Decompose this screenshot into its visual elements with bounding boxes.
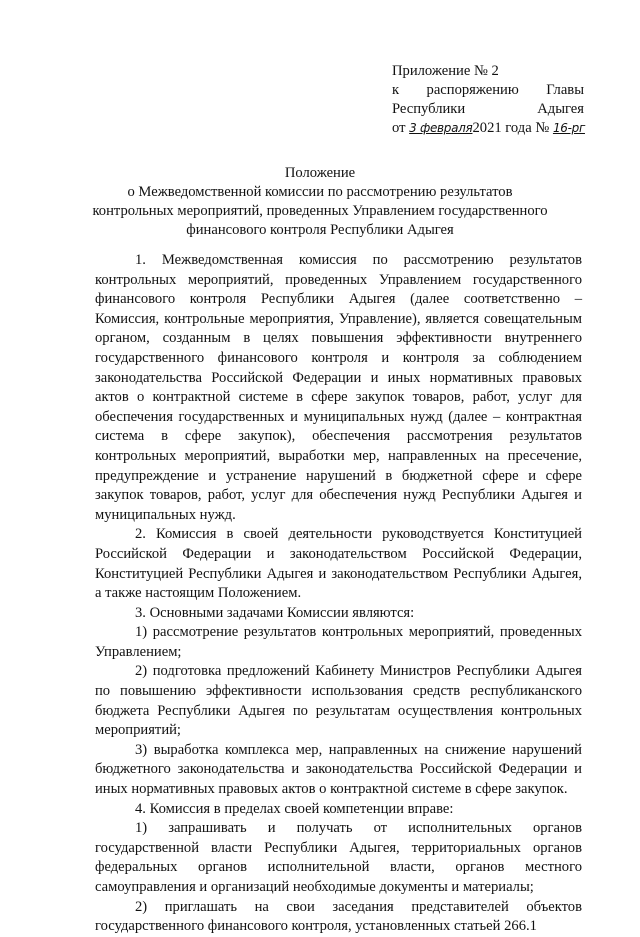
paragraph: 1) запрашивать и получать от исполнительных органов государственной власти Республики Адыгея, территориальных органов федеральных органов исполнительной власти, органов местного самоуправления и организаций необходимые документы и материалы; — [95, 820, 582, 895]
annex-word-k: к — [392, 82, 400, 98]
paragraph: 1. Межведомственная комиссия по рассмотрению результатов контрольных мероприятий, проведенных Управлением государственного финансового контроля Республики Адыгея (далее соответственно – Комиссия, контрольные мероприятия, Управление), является совещательным органом, созданным в целях повышения эффективности внутреннего государственного финансового контроля и контроля за соблюдением законодательства Российской Федерации и иных нормативных правовых актов о контрактной системе в сфере закупок товаров, работ, услуг для обеспечения государственных и муниципальных нужд (далее – контрактная система в сфере закупок), обеспечения рассмотрения результатов контрольных мероприятий, выработки мер, направленных на пресечение, предупреждение и устранение нарушений в бюджетной сфере и сфере закупок товаров, работ, услуг для обеспечения нужд Республики Адыгея и муниципальных нужд. — [95, 252, 582, 523]
annex-date-prefix: от — [392, 120, 406, 136]
annex-line-order — [392, 81, 584, 100]
paragraph: 4. Комиссия в пределах своей компетенции вправе: — [135, 800, 454, 817]
paragraph: 2) подготовка предложений Кабинету Министров Республики Адыгея по повышению эффективности использования средств республиканского бюджета Республики Адыгея по результатам осуществления контрольных мероприятий; — [95, 663, 582, 739]
paragraph: 3) выработка комплекса мер, направленных на снижение нарушений бюджетного законодательства и законодательства Российской Федерации и иных нормативных правовых актов о контрактной системе в сфере закупок. — [95, 741, 582, 798]
annex-word-order: распоряжению — [426, 82, 519, 98]
document-subtitle-line-2: контрольных мероприятий, проведенных Управлением государственного — [92, 203, 548, 219]
paragraph: 2) приглашать на свои заседания представителей объектов государственного финансового контроля, установленных статьей 266.1 — [95, 898, 582, 935]
annex-line-date — [392, 119, 584, 138]
annex-word-republic: Республики — [392, 101, 466, 117]
annex-number-handwritten: 16-рг — [552, 121, 585, 135]
document-heading: Положение — [284, 165, 356, 181]
annex-word-adygea: Адыгея — [537, 101, 584, 117]
annex-year-text: 2021 года № — [472, 120, 550, 136]
annex-date-handwritten: 3 февраля — [409, 121, 473, 135]
annex-title: Приложение № 2 — [392, 63, 499, 79]
document-subtitle-line-1: о Межведомственной комиссии по рассмотрению результатов — [127, 184, 513, 200]
annex-line-republic — [392, 100, 584, 119]
paragraph: 2. Комиссия в своей деятельности руководствуется Конституцией Российской Федерации и законодательством Российской Федерации, Конституцией Республики Адыгея и законодательством Республики Адыгея, а также настоящим Положением. — [95, 526, 582, 602]
annex-word-head: Главы — [546, 82, 584, 98]
paragraph: 1) рассмотрение результатов контрольных мероприятий, проведенных Управлением; — [95, 624, 582, 660]
annex-block — [392, 62, 584, 138]
document-body — [95, 251, 582, 937]
paragraph: 3. Основными задачами Комиссии являются: — [135, 604, 415, 621]
document-title-block — [60, 164, 580, 240]
document-subtitle-line-3: финансового контроля Республики Адыгея — [186, 222, 454, 238]
